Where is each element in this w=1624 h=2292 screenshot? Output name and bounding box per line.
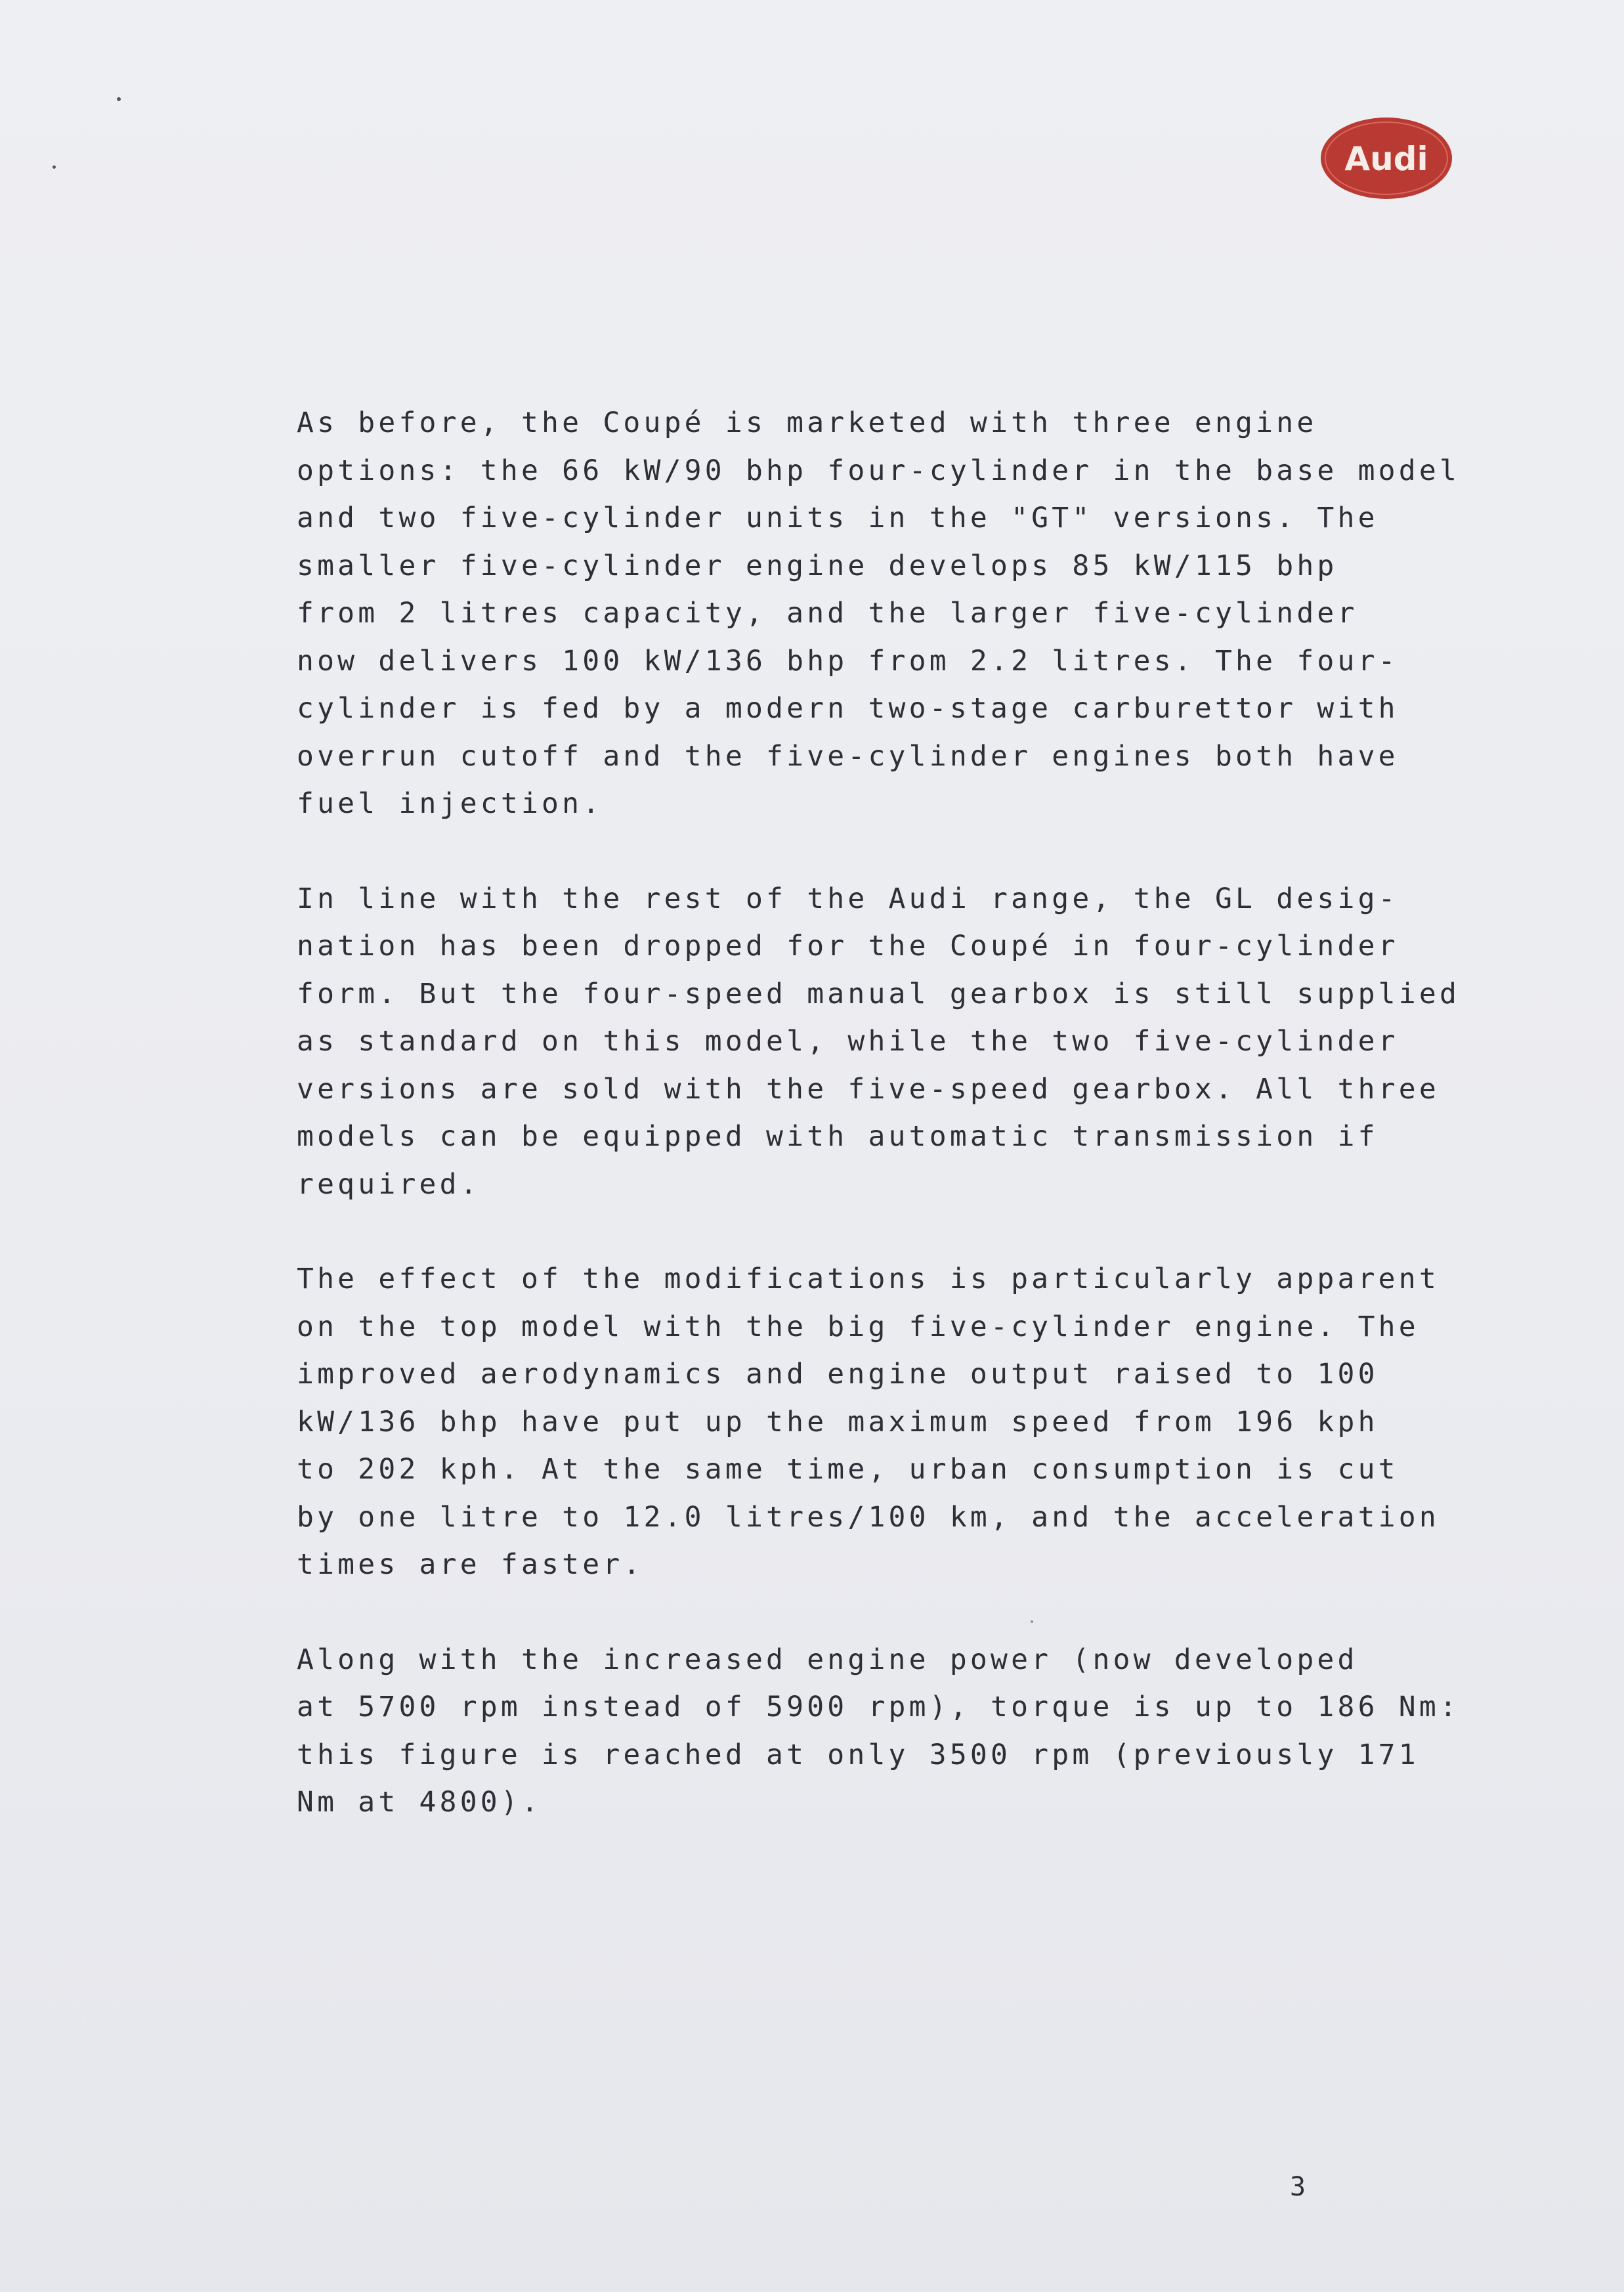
text-line: times are faster. — [297, 1548, 644, 1581]
text-line: versions are sold with the five-speed gearbox. All three — [297, 1072, 1440, 1106]
paragraph — [297, 1636, 1461, 1827]
text-line: to 202 kph. At the same time, urban consumption is cut — [297, 1453, 1399, 1486]
text-line: required. — [297, 1167, 481, 1201]
text-line: and two five-cylinder units in the "GT" versions. The — [297, 502, 1378, 534]
text-line: Nm at 4800). — [297, 1786, 542, 1819]
paragraph — [297, 875, 1461, 1209]
paper-speck — [1031, 1620, 1033, 1623]
text-line: on the top model with the big five-cylinder engine. The — [297, 1310, 1419, 1343]
text-line: smaller five-cylinder engine develops 85 kW/115 bhp — [297, 549, 1338, 582]
text-line: models can be equipped with automatic transmission if — [297, 1120, 1378, 1153]
text-line: as standard on this model, while the two five-cylinder — [297, 1025, 1399, 1058]
page-number: 3 — [1290, 2172, 1309, 2202]
text-line: by one litre to 12.0 litres/100 km, and the acceleration — [297, 1500, 1440, 1534]
paper-speck — [117, 97, 121, 101]
audi-logo — [1319, 116, 1453, 201]
text-line: improved aerodynamics and engine output raised to 100 — [297, 1358, 1378, 1391]
text-line: nation has been dropped for the Coupé in four-cylinder — [297, 930, 1399, 962]
text-line: cylinder is fed by a modern two-stage carburettor with — [297, 692, 1399, 725]
text-line: fuel injection. — [297, 787, 603, 820]
paragraph — [297, 1255, 1440, 1589]
text-line: from 2 litres capacity, and the larger five-cylinder — [297, 597, 1358, 630]
text-line: options: the 66 kW/90 bhp four-cylinder in the base model — [297, 454, 1461, 487]
text-line: kW/136 bhp have put up the maximum speed from 196 kph — [297, 1405, 1378, 1438]
paper-speck — [53, 165, 56, 169]
text-line: overrun cutoff and the five-cylinder engines both have — [297, 739, 1399, 773]
text-line: Along with the increased engine power (now developed — [297, 1643, 1358, 1676]
text-line: The effect of the modifications is particularly apparent — [297, 1263, 1440, 1295]
text-line: In line with the rest of the Audi range, the GL desig- — [297, 882, 1399, 915]
paragraph — [297, 399, 1461, 828]
text-line: form. But the four-speed manual gearbox is still supplied — [297, 977, 1461, 1010]
text-line: As before, the Coupé is marketed with three engine — [297, 406, 1317, 439]
text-line: now delivers 100 kW/136 bhp from 2.2 litres. The four- — [297, 644, 1399, 678]
text-line: this figure is reached at only 3500 rpm (previously 171 — [297, 1738, 1419, 1771]
text-line: at 5700 rpm instead of 5900 rpm), torque is up to 186 Nm: — [297, 1691, 1461, 1723]
body-text — [297, 399, 1461, 1874]
audi-oval-emblem — [1319, 116, 1453, 201]
logo-wordmark: Audi — [1344, 140, 1428, 178]
